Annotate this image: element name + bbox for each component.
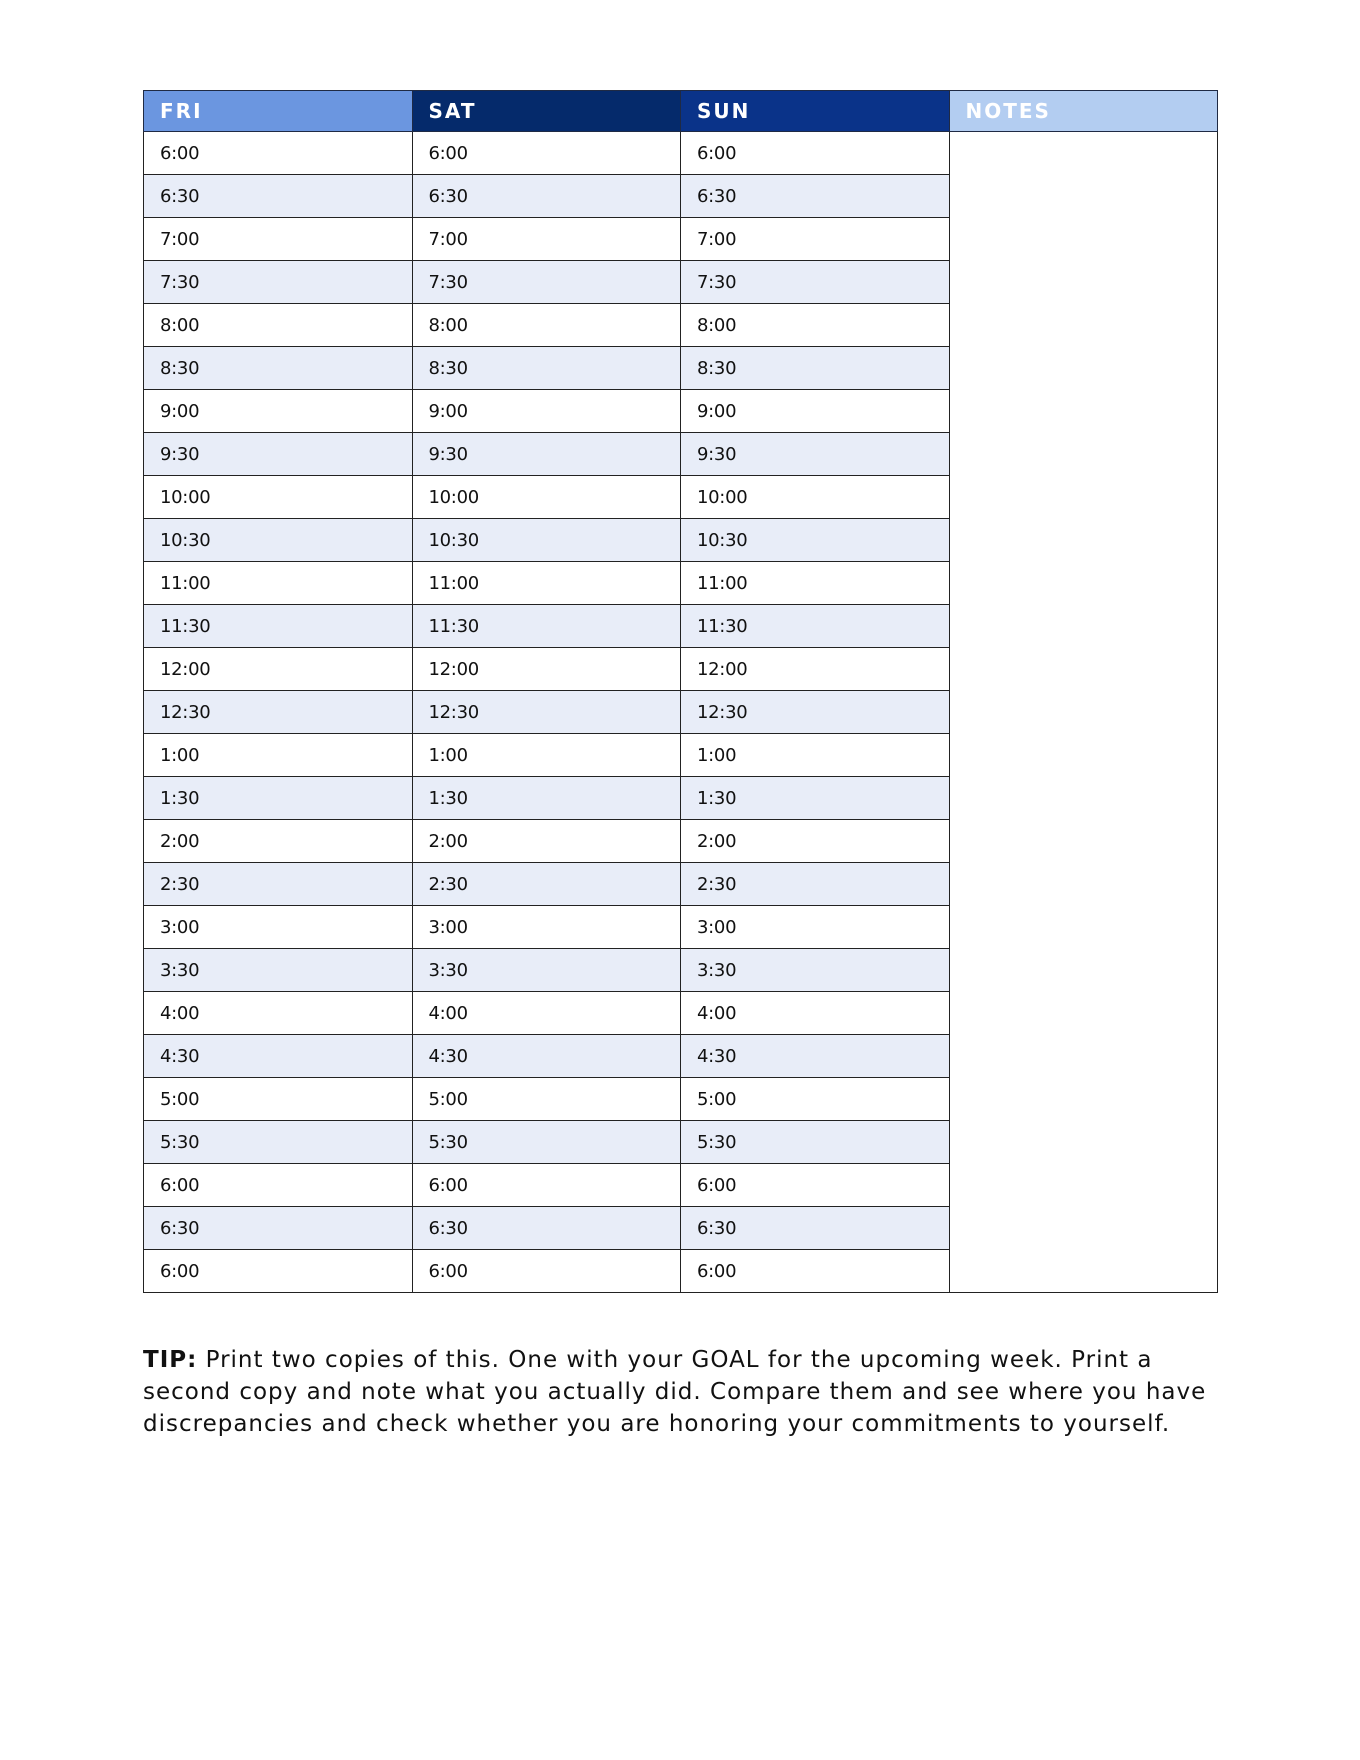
sun-time-slot[interactable]: 4:00: [681, 992, 950, 1035]
sat-time-slot[interactable]: 12:00: [412, 648, 681, 691]
sun-time-slot[interactable]: 6:00: [681, 1250, 950, 1293]
schedule-body: [144, 132, 1218, 1293]
sun-time-slot[interactable]: 3:30: [681, 949, 950, 992]
sun-time-slot[interactable]: 7:30: [681, 261, 950, 304]
sat-time-slot[interactable]: 6:30: [412, 1207, 681, 1250]
fri-time-slot[interactable]: 3:30: [144, 949, 413, 992]
fri-time-slot[interactable]: 1:30: [144, 777, 413, 820]
fri-time-slot[interactable]: 8:00: [144, 304, 413, 347]
fri-time-slot[interactable]: 12:00: [144, 648, 413, 691]
fri-time-slot[interactable]: 11:00: [144, 562, 413, 605]
sat-time-slot[interactable]: 3:00: [412, 906, 681, 949]
sat-time-slot[interactable]: 5:00: [412, 1078, 681, 1121]
sun-time-slot[interactable]: 6:30: [681, 1207, 950, 1250]
sat-time-slot[interactable]: 2:00: [412, 820, 681, 863]
sat-time-slot[interactable]: 1:00: [412, 734, 681, 777]
table-row: [144, 132, 1218, 175]
tip-label: TIP:: [143, 1347, 198, 1373]
fri-time-slot[interactable]: 4:00: [144, 992, 413, 1035]
fri-time-slot[interactable]: 7:30: [144, 261, 413, 304]
fri-time-slot[interactable]: 6:30: [144, 1207, 413, 1250]
sat-time-slot[interactable]: 7:30: [412, 261, 681, 304]
sat-time-slot[interactable]: 4:30: [412, 1035, 681, 1078]
fri-time-slot[interactable]: 12:30: [144, 691, 413, 734]
tip-text: Print two copies of this. One with your GOAL for the upcoming week. Print a second copy and note what you actually did. Compare them and see where you have discrepancies and check whether you are honoring your commitments to yourself.: [143, 1347, 1207, 1437]
sun-time-slot[interactable]: 6:00: [681, 132, 950, 175]
sat-time-slot[interactable]: 4:00: [412, 992, 681, 1035]
sun-time-slot[interactable]: 10:00: [681, 476, 950, 519]
fri-time-slot[interactable]: 9:00: [144, 390, 413, 433]
sat-time-slot[interactable]: 10:30: [412, 519, 681, 562]
sun-time-slot[interactable]: 2:30: [681, 863, 950, 906]
sun-time-slot[interactable]: 7:00: [681, 218, 950, 261]
header-fri: FRI: [144, 91, 413, 132]
sat-time-slot[interactable]: 6:00: [412, 1164, 681, 1207]
sun-time-slot[interactable]: 1:00: [681, 734, 950, 777]
sun-time-slot[interactable]: 9:30: [681, 433, 950, 476]
sun-time-slot[interactable]: 1:30: [681, 777, 950, 820]
fri-time-slot[interactable]: 6:00: [144, 1250, 413, 1293]
fri-time-slot[interactable]: 4:30: [144, 1035, 413, 1078]
sat-time-slot[interactable]: 3:30: [412, 949, 681, 992]
sun-time-slot[interactable]: 5:30: [681, 1121, 950, 1164]
sun-time-slot[interactable]: 10:30: [681, 519, 950, 562]
tip-paragraph: [143, 1344, 1223, 1440]
notes-area[interactable]: [949, 132, 1218, 1293]
fri-time-slot[interactable]: 6:00: [144, 1164, 413, 1207]
sat-time-slot[interactable]: 6:30: [412, 175, 681, 218]
sun-time-slot[interactable]: 6:00: [681, 1164, 950, 1207]
sat-time-slot[interactable]: 5:30: [412, 1121, 681, 1164]
header-row: [144, 91, 1218, 132]
fri-time-slot[interactable]: 9:30: [144, 433, 413, 476]
header-sun: SUN: [681, 91, 950, 132]
sat-time-slot[interactable]: 11:00: [412, 562, 681, 605]
fri-time-slot[interactable]: 3:00: [144, 906, 413, 949]
sat-time-slot[interactable]: 2:30: [412, 863, 681, 906]
sun-time-slot[interactable]: 9:00: [681, 390, 950, 433]
sun-time-slot[interactable]: 12:30: [681, 691, 950, 734]
fri-time-slot[interactable]: 2:00: [144, 820, 413, 863]
sat-time-slot[interactable]: 6:00: [412, 1250, 681, 1293]
sat-time-slot[interactable]: 8:00: [412, 304, 681, 347]
fri-time-slot[interactable]: 6:00: [144, 132, 413, 175]
fri-time-slot[interactable]: 6:30: [144, 175, 413, 218]
sat-time-slot[interactable]: 6:00: [412, 132, 681, 175]
sun-time-slot[interactable]: 2:00: [681, 820, 950, 863]
fri-time-slot[interactable]: 10:00: [144, 476, 413, 519]
sun-time-slot[interactable]: 8:00: [681, 304, 950, 347]
sat-time-slot[interactable]: 9:00: [412, 390, 681, 433]
sun-time-slot[interactable]: 4:30: [681, 1035, 950, 1078]
sun-time-slot[interactable]: 5:00: [681, 1078, 950, 1121]
sat-time-slot[interactable]: 12:30: [412, 691, 681, 734]
fri-time-slot[interactable]: 7:00: [144, 218, 413, 261]
sun-time-slot[interactable]: 11:00: [681, 562, 950, 605]
sat-time-slot[interactable]: 1:30: [412, 777, 681, 820]
sun-time-slot[interactable]: 11:30: [681, 605, 950, 648]
sat-time-slot[interactable]: 7:00: [412, 218, 681, 261]
sat-time-slot[interactable]: 10:00: [412, 476, 681, 519]
header-notes: NOTES: [949, 91, 1218, 132]
sun-time-slot[interactable]: 12:00: [681, 648, 950, 691]
weekend-schedule-table: [143, 90, 1218, 1293]
header-sat: SAT: [412, 91, 681, 132]
fri-time-slot[interactable]: 5:00: [144, 1078, 413, 1121]
sun-time-slot[interactable]: 3:00: [681, 906, 950, 949]
fri-time-slot[interactable]: 2:30: [144, 863, 413, 906]
sat-time-slot[interactable]: 9:30: [412, 433, 681, 476]
fri-time-slot[interactable]: 1:00: [144, 734, 413, 777]
fri-time-slot[interactable]: 11:30: [144, 605, 413, 648]
sat-time-slot[interactable]: 8:30: [412, 347, 681, 390]
fri-time-slot[interactable]: 10:30: [144, 519, 413, 562]
sun-time-slot[interactable]: 6:30: [681, 175, 950, 218]
fri-time-slot[interactable]: 5:30: [144, 1121, 413, 1164]
sun-time-slot[interactable]: 8:30: [681, 347, 950, 390]
fri-time-slot[interactable]: 8:30: [144, 347, 413, 390]
sat-time-slot[interactable]: 11:30: [412, 605, 681, 648]
